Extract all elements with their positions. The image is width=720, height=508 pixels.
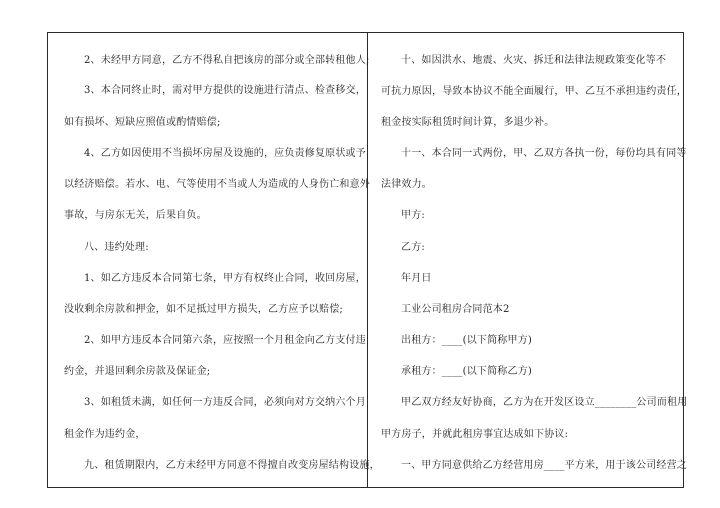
text-line: 出租方：____(以下简称甲方) [401, 335, 533, 346]
text-line: 工业公司租房合同范本2 [401, 304, 510, 315]
text-line: 可抗力原因，导致本协议不能全面履行，甲、乙互不承担违约责任， [381, 86, 687, 97]
text-line: 法律效力。 [381, 179, 432, 190]
column-divider [367, 32, 368, 488]
text-line: 八、违约处理: [84, 242, 149, 253]
text-line: 如有损坏、短缺应照值或酌情赔偿; [64, 117, 221, 128]
text-line: 4、乙方如因使用不当损坏房屋及设施的，应负责修复原状或予 [84, 148, 366, 159]
text-line: 甲乙双方经友好协商，乙方为在开发区设立________公司而租用 [401, 397, 688, 408]
text-line: 约金，并退回剩余房款及保证金; [64, 366, 211, 377]
text-line: 租金按实际租赁时间计算，多退少补。 [381, 117, 555, 128]
text-line: 3、本合同终止时，需对甲方提供的设施进行清点、检查移交， [84, 85, 366, 96]
text-line: 一、甲方同意供给乙方经营用房____平方米，用于该公司经营之 [401, 460, 687, 471]
text-line: 乙方: [401, 242, 425, 253]
text-line: 十一、本合同一式两份，甲、乙双方各执一份，每份均具有同等 [401, 148, 687, 159]
text-line: 十、如因洪水、地震、火灾、拆迁和法律法规政策变化等不 [401, 55, 667, 66]
page-border [47, 32, 684, 488]
text-line: 租金作为违约金， [64, 429, 146, 440]
text-line: 2、未经甲方同意，乙方不得私自把该房的部分或全部转租他人; [84, 55, 370, 66]
text-line: 3、如租赁未满，如任何一方违反合同，必须向对方交纳六个月 [84, 397, 366, 408]
text-line: 事故，与房东无关，后果自负。 [64, 210, 207, 221]
text-line: 没收剩余房款和押金，如不足抵过甲方损失，乙方应予以赔偿; [64, 304, 343, 315]
text-line: 九、租赁期限内，乙方未经甲方同意不得擅自改变房屋结构设施， [84, 460, 380, 471]
text-line: 年月日 [401, 273, 432, 284]
text-line: 承租方：____(以下简称乙方) [401, 366, 533, 377]
text-line: 甲方房子，并就此租房事宜达成如下协议: [381, 429, 569, 440]
text-line: 1、如乙方违反本合同第七条，甲方有权终止合同，收回房屋， [84, 273, 366, 284]
text-line: 甲方: [401, 210, 425, 221]
text-line: 2、如甲方违反本合同第六条，应按照一个月租金向乙方支付违 [84, 335, 366, 346]
text-line: 以经济赔偿。若水、电、气等使用不当或人为造成的人身伤亡和意外 [64, 179, 370, 190]
